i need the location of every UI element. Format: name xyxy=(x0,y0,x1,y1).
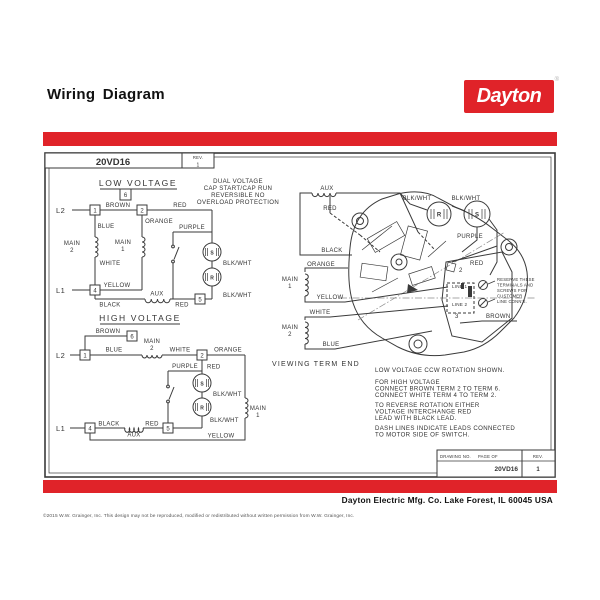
svg-text:6: 6 xyxy=(123,192,128,199)
rev-label-bottom: REV. xyxy=(532,454,544,459)
lv-desc-line4: OVERLOAD PROTECTION xyxy=(196,199,280,206)
note-line-7: LEAD WITH BLACK LEAD. xyxy=(375,415,457,422)
bottom-title-block xyxy=(437,450,555,477)
lv-blkwht-top-label: BLK/WHT xyxy=(223,261,252,267)
motor-red-top-label: RED xyxy=(323,206,337,212)
motor-main2-coil xyxy=(305,322,308,344)
motor-blkwht-left-label: BLK/WHT xyxy=(402,196,432,202)
page-title: Wiring Diagram xyxy=(47,86,165,103)
motor-purple-label: PURPLE xyxy=(457,234,483,240)
note-line-6: VOLTAGE INTERCHANGE RED xyxy=(375,408,472,416)
hv-l2-label: L2 xyxy=(56,351,66,360)
svg-text:SCREWS FOR: SCREWS FOR xyxy=(497,288,528,293)
svg-text:2: 2 xyxy=(140,208,144,215)
lv-desc-line1: DUAL VOLTAGE xyxy=(213,178,263,185)
motor-blkwht-right-label: BLK/WHT xyxy=(451,196,481,202)
lv-aux-coil xyxy=(145,299,170,303)
motor-main1-coil xyxy=(305,274,308,296)
hv-black-label: BLACK xyxy=(98,421,120,428)
motor-terminal-view xyxy=(272,186,535,368)
motor-yellow-label: YELLOW xyxy=(316,295,344,301)
lv-blue-label: BLUE xyxy=(97,224,115,230)
svg-text:5: 5 xyxy=(166,426,170,433)
lv-terminal-1 xyxy=(90,205,100,215)
svg-text:1: 1 xyxy=(83,353,87,360)
hv-main1-number: 1 xyxy=(256,413,260,419)
hv-aux-label: AUX xyxy=(127,432,141,439)
motor-black-label: BLACK xyxy=(321,248,343,254)
lv-red-top-label: RED xyxy=(173,203,187,209)
lv-l2-label: L2 xyxy=(56,206,66,215)
motor-terminal-2-label: 2 xyxy=(459,268,463,274)
motor-terminal-3-label: 3 xyxy=(455,314,459,320)
motor-blue-label: BLUE xyxy=(322,342,340,348)
hv-terminal-5 xyxy=(163,423,173,433)
dayton-logo-text: Dayton xyxy=(476,85,542,107)
lv-cap-bottom-letter: R xyxy=(210,275,214,282)
lv-desc-line3: REVERSIBLE NO xyxy=(211,192,265,199)
lv-description xyxy=(197,178,279,206)
lv-purple-label: PURPLE xyxy=(179,225,205,231)
hv-brown-label: BROWN xyxy=(95,329,121,335)
note-line-4: CONNECT WHITE TERM 4 TO TERM 2. xyxy=(375,392,497,399)
lv-main1-label: MAIN xyxy=(114,240,132,246)
svg-text:4: 4 xyxy=(93,288,97,295)
rev-value-bottom: 1 xyxy=(536,467,540,473)
page-of-label: PAGE OF xyxy=(478,454,498,459)
hv-red-top-label: RED xyxy=(207,364,221,371)
motor-lead-wires xyxy=(300,193,497,349)
lv-title: LOW VOLTAGE xyxy=(98,178,178,188)
drawing-no-label: DRAWING NO. xyxy=(440,454,471,459)
lv-l1-label: L1 xyxy=(56,286,66,295)
lv-main2-label: MAIN xyxy=(63,241,81,247)
motor-aux-label: AUX xyxy=(320,186,334,192)
notes-block xyxy=(375,367,515,439)
top-title-block xyxy=(45,153,214,169)
lv-terminal-5 xyxy=(195,294,205,304)
rev-value: 1 xyxy=(196,162,200,169)
motor-start-capacitor xyxy=(464,201,490,227)
lv-main1-number: 1 xyxy=(121,247,125,253)
note-line-3: CONNECT BROWN TERM 2 TO TERM 6. xyxy=(375,385,501,393)
line1-screw xyxy=(479,281,496,290)
hv-start-capacitor xyxy=(193,374,211,392)
lv-desc-line2: CAP START/CAP RUN xyxy=(203,185,273,192)
hv-terminal-2 xyxy=(197,350,207,360)
lv-white-label: WHITE xyxy=(99,261,121,267)
svg-text:RESERVE THESE: RESERVE THESE xyxy=(497,277,535,282)
lv-brown-label: BROWN xyxy=(105,203,131,209)
motor-white-label: WHITE xyxy=(309,310,331,316)
motor-main2-number: 2 xyxy=(288,332,292,338)
high-voltage-schematic xyxy=(56,313,266,440)
hv-main1-coil xyxy=(245,398,248,418)
hv-terminal-4 xyxy=(85,423,95,433)
lv-black-label: BLACK xyxy=(99,302,121,309)
registered-mark: ® xyxy=(554,77,559,83)
svg-text:5: 5 xyxy=(198,297,202,304)
hv-red-bottom-label: RED xyxy=(145,421,159,428)
motor-main2-label: MAIN xyxy=(281,325,299,331)
reserve-terminals-note xyxy=(497,277,535,304)
lv-blkwht-bottom-label: BLK/WHT xyxy=(223,293,252,299)
svg-text:6: 6 xyxy=(130,334,134,341)
note-line-5: TO REVERSE ROTATION EITHER xyxy=(375,402,480,409)
motor-line2-label: LINE 2 xyxy=(452,302,468,307)
viewing-term-end-caption: VIEWING TERM END xyxy=(272,361,360,368)
hv-blue-label: BLUE xyxy=(105,347,123,354)
low-voltage-schematic xyxy=(56,178,279,309)
lv-main1-coil xyxy=(142,237,145,257)
svg-text:1: 1 xyxy=(93,208,97,215)
hv-blkwht-top-label: BLK/WHT xyxy=(213,392,242,398)
hv-main2-number: 2 xyxy=(150,346,154,352)
svg-text:4: 4 xyxy=(88,426,92,433)
lv-main2-number: 2 xyxy=(70,248,74,254)
motor-cap-s-letter: S xyxy=(474,212,480,219)
hv-white-label: WHITE xyxy=(169,347,191,354)
lv-aux-label: AUX xyxy=(150,291,164,298)
svg-text:LINE CONN'S.: LINE CONN'S. xyxy=(497,299,527,304)
note-line-9: TO MOTOR SIDE OF SWITCH. xyxy=(375,431,470,439)
lv-switch xyxy=(172,245,179,263)
svg-text:CUSTOMER: CUSTOMER xyxy=(497,293,523,299)
lv-terminal-4 xyxy=(90,285,100,295)
note-line-2: FOR HIGH VOLTAGE xyxy=(375,379,440,386)
hv-terminal-6 xyxy=(127,331,137,341)
hv-main1-label: MAIN xyxy=(249,406,267,412)
motor-bolt-holes xyxy=(352,213,517,353)
note-line-1: LOW VOLTAGE CCW ROTATION SHOWN. xyxy=(375,367,505,374)
hv-blkwht-bottom-label: BLK/WHT xyxy=(210,418,239,424)
motor-main1-number: 1 xyxy=(288,284,292,290)
line2-screw xyxy=(479,299,496,308)
lv-terminal-6 xyxy=(120,189,131,200)
company-address: Dayton Electric Mfg. Co. Lake Forest, IL 60045 USA xyxy=(341,495,553,505)
motor-orange-label: ORANGE xyxy=(307,262,335,268)
lv-red-bottom-label: RED xyxy=(175,302,189,309)
lv-start-capacitor xyxy=(203,243,221,261)
hv-main2-coil xyxy=(142,355,162,358)
hv-title: HIGH VOLTAGE xyxy=(99,313,181,323)
hv-main2-label: MAIN xyxy=(143,339,161,345)
motor-brown-label: BROWN xyxy=(486,314,511,320)
lv-cap-top-letter: S xyxy=(210,250,214,257)
motor-run-capacitor xyxy=(427,202,451,226)
svg-text:TERMINALS AND: TERMINALS AND xyxy=(497,282,534,288)
hv-l1-label: L1 xyxy=(56,424,66,433)
motor-main1-label: MAIN xyxy=(281,277,299,283)
lv-terminal-2 xyxy=(137,205,147,215)
hv-purple-label: PURPLE xyxy=(172,364,198,370)
svg-text:2: 2 xyxy=(200,353,204,360)
motor-centerline-diagonal xyxy=(358,232,505,320)
hv-cap-bottom-letter: R xyxy=(200,405,204,412)
motor-cap-r-letter: R xyxy=(436,212,442,219)
hv-cap-top-letter: S xyxy=(200,381,204,388)
hv-yellow-label: YELLOW xyxy=(207,433,235,440)
hv-terminal-1 xyxy=(80,350,90,360)
hv-switch xyxy=(167,385,174,403)
lv-yellow-label: YELLOW xyxy=(103,283,131,289)
motor-aux-coil xyxy=(312,193,336,197)
hv-orange-label: ORANGE xyxy=(214,347,242,354)
motor-red-right-label: RED xyxy=(470,261,484,267)
rev-label: REV. xyxy=(192,155,204,160)
hv-run-capacitor xyxy=(193,398,211,416)
drawing-number: 20VD16 xyxy=(95,157,131,168)
copyright-notice: ©2015 W.W. Grainger, Inc. This design may not be reproduced, modified or redistributed without written permission from W.W. Grainger, Inc. xyxy=(43,514,355,519)
note-line-8: DASH LINES INDICATE LEADS CONNECTED xyxy=(375,425,516,432)
lv-orange-label: ORANGE xyxy=(145,219,173,225)
lv-main2-coil xyxy=(95,237,98,257)
drawing-no-value: 20VD16 xyxy=(494,466,518,473)
lv-run-capacitor xyxy=(203,268,221,286)
motor-line1-label: LINE 1 xyxy=(452,284,468,289)
